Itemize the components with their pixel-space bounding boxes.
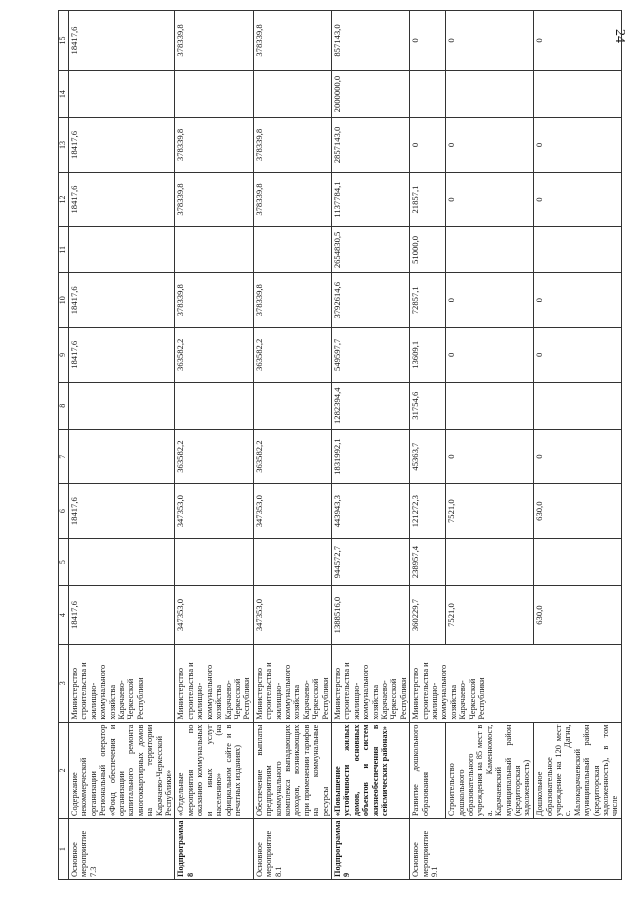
value-cell: 360229,7 bbox=[410, 586, 446, 645]
value-cell: 7521,0 bbox=[446, 586, 534, 645]
header-cell: 12 bbox=[59, 172, 69, 227]
row-executor: Министерство строительства и жилищно-коммунального хозяйства Карачаево-Черкесской Республики bbox=[175, 644, 253, 722]
value-cell: 18417,6 bbox=[69, 11, 175, 71]
value-cell bbox=[175, 70, 253, 117]
row-executor: Министерство строительства и жилищно-коммунального хозяйства Карачаево-Черкесской Республики bbox=[69, 644, 175, 722]
value-cell bbox=[69, 429, 175, 484]
value-cell bbox=[534, 382, 622, 429]
value-cell: 0 bbox=[410, 11, 446, 71]
value-cell bbox=[446, 227, 534, 273]
table-row bbox=[175, 11, 253, 880]
header-cell: 2 bbox=[59, 722, 69, 819]
value-cell bbox=[253, 70, 331, 117]
value-cell: 347353,0 bbox=[253, 484, 331, 539]
header-cell: 14 bbox=[59, 70, 69, 117]
value-cell bbox=[253, 227, 331, 273]
value-cell: 2654830,5 bbox=[331, 227, 409, 273]
value-cell: 1137784,1 bbox=[331, 172, 409, 227]
value-cell: 238957,4 bbox=[410, 538, 446, 585]
value-cell: 0 bbox=[446, 172, 534, 227]
value-cell: 378339,8 bbox=[253, 172, 331, 227]
rotated-content bbox=[58, 10, 618, 880]
value-cell bbox=[253, 382, 331, 429]
header-cell: 15 bbox=[59, 11, 69, 71]
row-label: Подпрограмма 9 bbox=[331, 819, 409, 880]
header-cell: 3 bbox=[59, 644, 69, 722]
header-cell: 7 bbox=[59, 429, 69, 484]
row-executor: Министерство строительства и жилищно-коммунального хозяйства Карачаево-Черкесской Республики bbox=[253, 644, 331, 722]
header-cell: 13 bbox=[59, 118, 69, 173]
value-cell: 18417,6 bbox=[69, 273, 175, 328]
row-label: Подпрограмма 8 bbox=[175, 819, 253, 880]
value-cell: 630,0 bbox=[534, 586, 622, 645]
table-row bbox=[331, 11, 409, 880]
value-cell: 121272,3 bbox=[410, 484, 446, 539]
value-cell bbox=[69, 538, 175, 585]
header-cell: 5 bbox=[59, 538, 69, 585]
value-cell: 2857143,0 bbox=[331, 118, 409, 173]
value-cell: 347353,0 bbox=[253, 586, 331, 645]
row-description: «Отдельные мероприятия по оказанию коммунальных и иных услуг населению» (на официальном сайте и в печатных изданиях) bbox=[175, 722, 253, 819]
header-cell: 9 bbox=[59, 328, 69, 383]
value-cell: 363582,2 bbox=[253, 429, 331, 484]
value-cell: 0 bbox=[446, 118, 534, 173]
header-cell: 8 bbox=[59, 382, 69, 429]
table-row bbox=[410, 11, 446, 880]
header-cell: 1 bbox=[59, 819, 69, 880]
value-cell: 363582,2 bbox=[175, 429, 253, 484]
value-cell: 363582,2 bbox=[253, 328, 331, 383]
value-cell: 18417,6 bbox=[69, 118, 175, 173]
row-label: Основное мероприятие 7.3 bbox=[69, 819, 175, 880]
row-description: Строительство дошкольного образовательного учреждения на 85 мест в а. Каменномост, Карачаевский муниципальный район (кредиторская задолженность) bbox=[446, 722, 534, 819]
value-cell bbox=[534, 227, 622, 273]
row-executor: Министерство строительства и жилищно-коммунального хозяйства Карачаево-Черкесской Республики bbox=[331, 644, 409, 722]
value-cell: 18417,6 bbox=[69, 586, 175, 645]
header-cell: 11 bbox=[59, 227, 69, 273]
value-cell bbox=[69, 227, 175, 273]
row-description: Содержание некоммерческой организации Региональный оператор «Фонд обеспечения и организации капитального ремонта многоквартирных домов на территории Карачаево-Черкесской Республики» bbox=[69, 722, 175, 819]
header-cell: 4 bbox=[59, 586, 69, 645]
value-cell: 378339,8 bbox=[253, 11, 331, 71]
value-cell: 0 bbox=[534, 429, 622, 484]
table-row bbox=[446, 11, 534, 880]
value-cell: 363582,2 bbox=[175, 328, 253, 383]
value-cell: 378339,8 bbox=[253, 273, 331, 328]
row-label: Основное мероприятие 8.1 bbox=[253, 819, 331, 880]
page-number: 24 bbox=[612, 29, 627, 43]
value-cell: 347353,0 bbox=[175, 586, 253, 645]
value-cell bbox=[69, 70, 175, 117]
value-cell bbox=[253, 538, 331, 585]
row-executor: Министерство строительства и жилищно-коммунального хозяйства Карачаево-Черкесской Республики bbox=[410, 644, 622, 722]
value-cell: 13609,1 bbox=[410, 328, 446, 383]
value-cell: 0 bbox=[534, 328, 622, 383]
value-cell bbox=[410, 70, 446, 117]
value-cell: 630,0 bbox=[534, 484, 622, 539]
value-cell: 857143,0 bbox=[331, 11, 409, 71]
value-cell: 1282394,4 bbox=[331, 382, 409, 429]
value-cell: 51000,0 bbox=[410, 227, 446, 273]
value-cell: 7521,0 bbox=[446, 484, 534, 539]
value-cell bbox=[534, 70, 622, 117]
value-cell: 0 bbox=[534, 172, 622, 227]
value-cell bbox=[446, 382, 534, 429]
value-cell: 18417,6 bbox=[69, 172, 175, 227]
budget-table bbox=[58, 10, 622, 880]
value-cell bbox=[446, 538, 534, 585]
header-cell: 10 bbox=[59, 273, 69, 328]
value-cell: 3792614,6 bbox=[331, 273, 409, 328]
value-cell: 0 bbox=[446, 11, 534, 71]
value-cell: 0 bbox=[534, 273, 622, 328]
header-row bbox=[59, 11, 69, 880]
row-description: Обеспечение выплаты предприятиям коммунального комплекса выпадающих доходов, возникающих при применении тарифов на коммунальные ресурсы bbox=[253, 722, 331, 819]
value-cell: 1388516,0 bbox=[331, 586, 409, 645]
value-cell bbox=[175, 538, 253, 585]
row-description: Дошкольное образовательное учреждение на 120 мест с. Дагна, Малокарачаевский муниципальный район (кредиторская задолженность), в том числе bbox=[534, 722, 622, 819]
value-cell: 18417,6 bbox=[69, 328, 175, 383]
value-cell: 0 bbox=[410, 118, 446, 173]
value-cell: 0 bbox=[534, 11, 622, 71]
table-row bbox=[69, 11, 175, 880]
value-cell: 378339,8 bbox=[175, 273, 253, 328]
value-cell: 45363,7 bbox=[410, 429, 446, 484]
value-cell: 0 bbox=[446, 328, 534, 383]
value-cell bbox=[69, 382, 175, 429]
header-cell: 6 bbox=[59, 484, 69, 539]
value-cell: 378339,8 bbox=[175, 11, 253, 71]
value-cell bbox=[534, 538, 622, 585]
value-cell bbox=[175, 382, 253, 429]
value-cell: 378339,8 bbox=[253, 118, 331, 173]
value-cell bbox=[446, 70, 534, 117]
row-label: Основное мероприятие 9.1 bbox=[410, 819, 622, 880]
value-cell: 2000000,0 bbox=[331, 70, 409, 117]
row-description: «Повышение устойчивости жилых домов, основных объектов и систем жизнеобеспечения в сейсмических районах» bbox=[331, 722, 409, 819]
value-cell: 31754,6 bbox=[410, 382, 446, 429]
value-cell: 18417,6 bbox=[69, 484, 175, 539]
value-cell: 549597,7 bbox=[331, 328, 409, 383]
value-cell: 0 bbox=[446, 429, 534, 484]
row-description: Развитие дошкольного образования bbox=[410, 722, 446, 819]
table-row bbox=[534, 11, 622, 880]
value-cell: 443943,3 bbox=[331, 484, 409, 539]
value-cell: 21857,1 bbox=[410, 172, 446, 227]
value-cell bbox=[175, 227, 253, 273]
value-cell: 378339,8 bbox=[175, 118, 253, 173]
value-cell: 347353,0 bbox=[175, 484, 253, 539]
value-cell: 1831992,1 bbox=[331, 429, 409, 484]
value-cell: 0 bbox=[534, 118, 622, 173]
rotated-page bbox=[58, 10, 618, 880]
value-cell: 944572,7 bbox=[331, 538, 409, 585]
value-cell: 72857,1 bbox=[410, 273, 446, 328]
value-cell: 0 bbox=[446, 273, 534, 328]
value-cell: 378339,8 bbox=[175, 172, 253, 227]
table-row bbox=[253, 11, 331, 880]
